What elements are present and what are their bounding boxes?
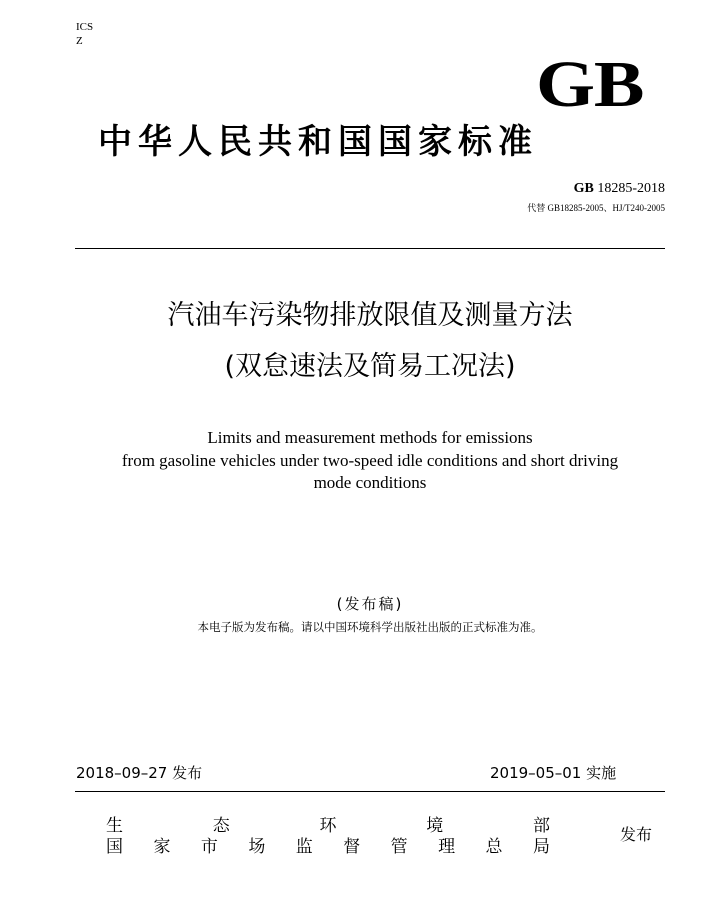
ics-label: ICS — [76, 21, 94, 33]
issuer-char: 部 — [533, 816, 550, 836]
issuer-char: 理 — [438, 837, 456, 857]
implementation-date: 2019–05–01 实施 — [490, 764, 617, 782]
issuer-char: 市 — [200, 837, 218, 857]
issuer-char: 态 — [212, 816, 230, 836]
draft-note: 本电子版为发布稿。请以中国环境科学出版社出版的正式标准为准。 — [197, 620, 543, 634]
standard-number-value: 18285-2018 — [593, 181, 665, 196]
national-standard-title: 中华人民共和国国家标准 — [98, 122, 538, 162]
issued-label: 发布 — [620, 825, 653, 844]
title-english-line-3: mode conditions — [313, 473, 427, 492]
bottom-divider — [75, 791, 665, 792]
category-code: Z — [76, 35, 83, 47]
gb-logo: GB — [536, 48, 644, 121]
standard-prefix: GB — [573, 181, 594, 196]
issuer-char: 督 — [343, 837, 361, 857]
issuer-char: 生 — [106, 816, 123, 836]
standard-number — [574, 181, 665, 197]
issuer-char: 管 — [390, 837, 408, 857]
replaces-note: 代替 GB18285-2005、HJ/T240-2005 — [527, 203, 665, 213]
issuer-char: 境 — [426, 816, 444, 836]
issuer-line-2 — [106, 836, 550, 858]
ics-code — [76, 20, 93, 48]
issue-date: 2018–09–27 发布 — [76, 764, 203, 782]
issuer-char: 场 — [248, 837, 266, 857]
top-divider — [75, 248, 665, 249]
issuer-char: 环 — [319, 816, 337, 836]
title-chinese-line-1: 汽油车污染物排放限值及测量方法 — [167, 300, 573, 331]
draft-label: (发布稿) — [336, 595, 404, 613]
issuer-char: 总 — [485, 837, 503, 857]
title-english-line-2: from gasoline vehicles under two-speed idle conditions and short driving — [121, 451, 619, 470]
title-english-line-1: Limits and measurement methods for emissions — [207, 428, 533, 447]
issuer-char: 局 — [532, 837, 550, 857]
issuer-char: 国 — [106, 837, 123, 857]
issuer-line-1 — [106, 815, 550, 837]
issuer-char: 家 — [153, 837, 171, 857]
title-chinese-line-2: (双怠速法及简易工况法) — [224, 351, 516, 382]
issuer-char: 监 — [295, 837, 313, 857]
